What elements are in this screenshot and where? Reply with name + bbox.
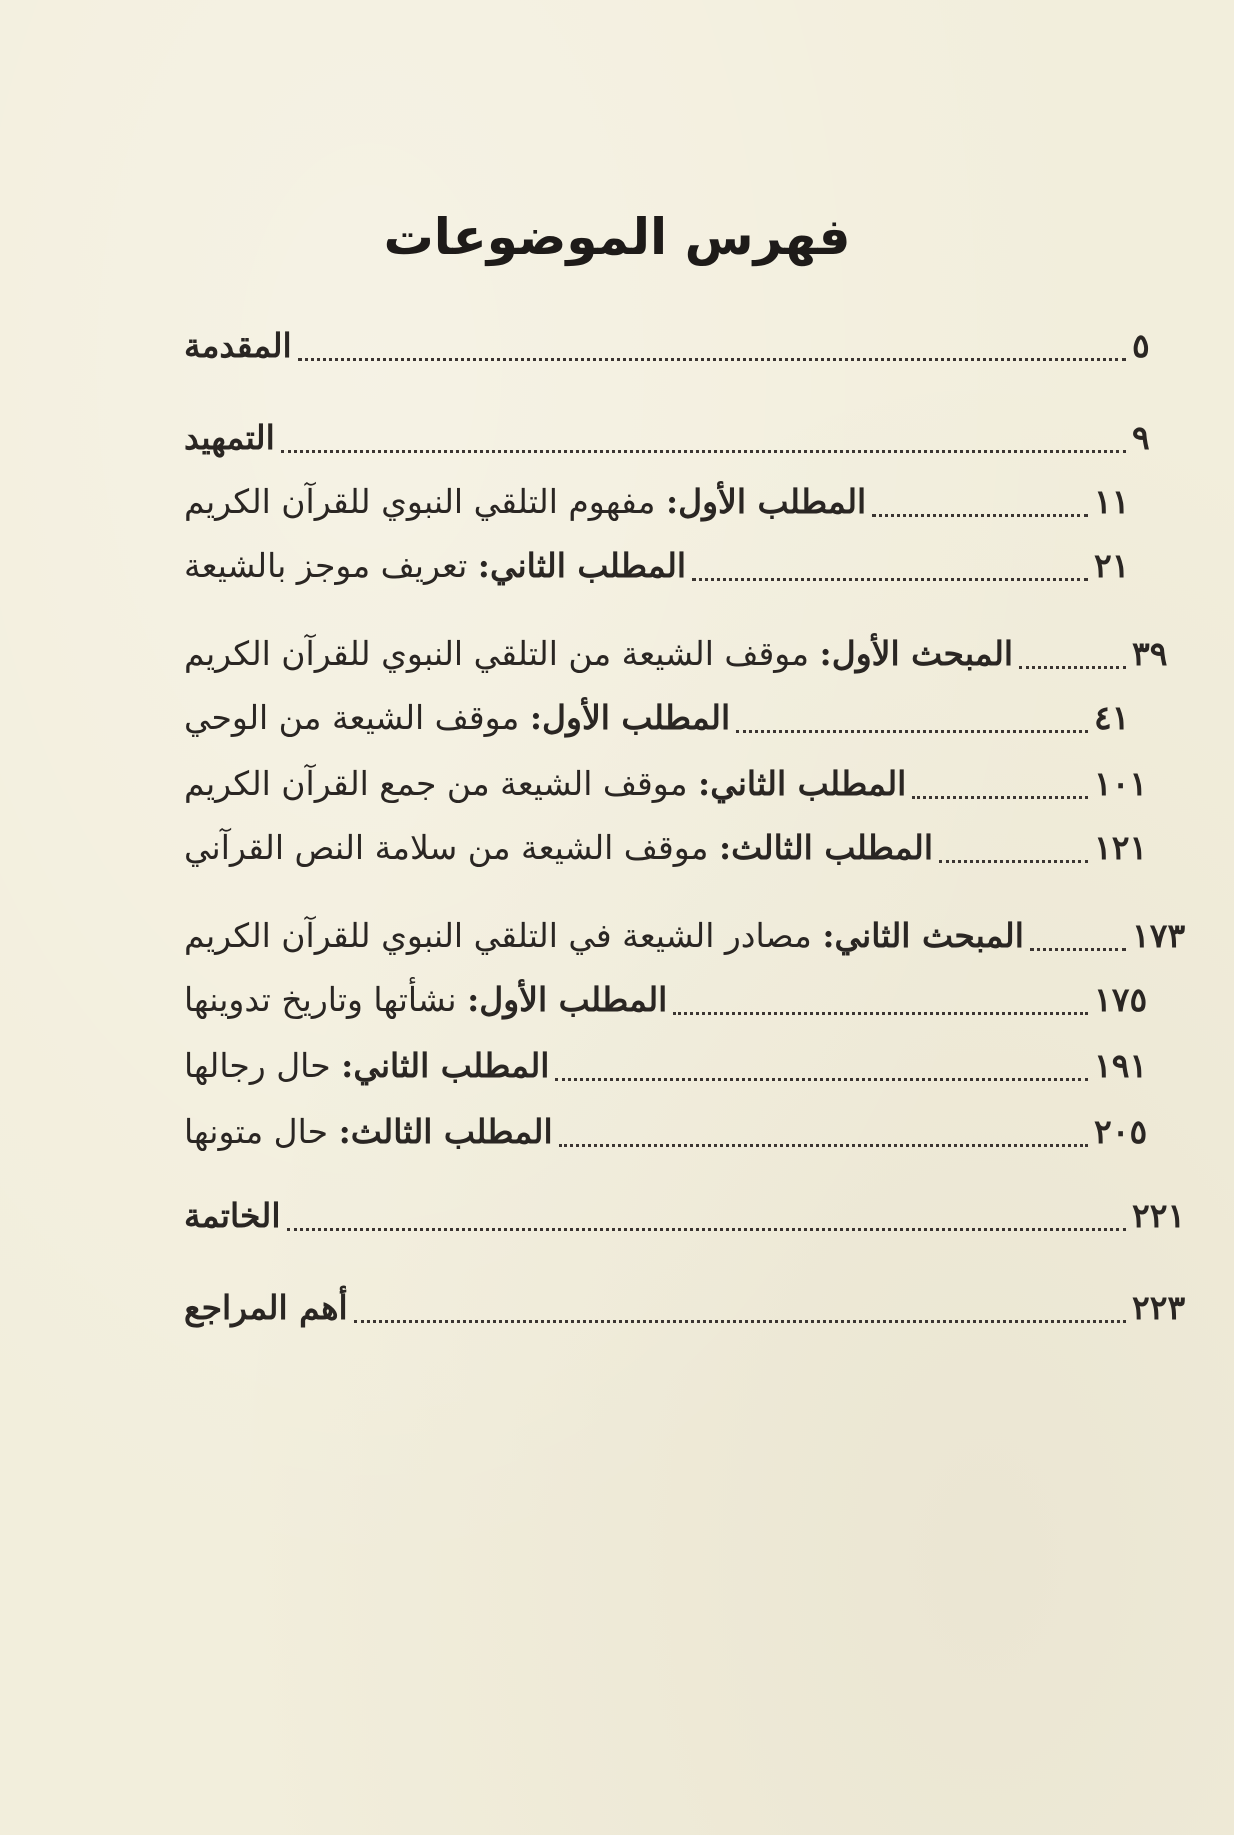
toc-entry-label: أهم المراجع xyxy=(184,1288,348,1327)
toc-page-number: ٢٢١ xyxy=(1132,1196,1186,1235)
toc-entry-section xyxy=(180,690,1154,746)
toc-entry-label: المطلب الأول: مفهوم التلقي النبوي للقرآن الكريم xyxy=(184,482,867,521)
toc-entry-label: المطلب الثاني: موقف الشيعة من جمع القرآن الكريم xyxy=(184,764,907,803)
toc-entry-label: التمهيد xyxy=(184,418,275,457)
toc-entry-references xyxy=(180,1280,1192,1336)
dot-leader xyxy=(872,514,1088,517)
toc-entry-section xyxy=(180,972,1154,1028)
toc-entry-chapter xyxy=(180,908,1192,964)
toc-page-number: ٢٠٥ xyxy=(1094,1112,1148,1151)
toc-page-number: ٩ xyxy=(1132,418,1150,457)
dot-leader xyxy=(555,1078,1088,1081)
dot-leader xyxy=(912,796,1088,799)
toc-entry-label: المطلب الثالث: حال متونها xyxy=(184,1112,553,1151)
toc-entry-section xyxy=(180,756,1154,812)
dot-leader xyxy=(354,1320,1126,1323)
dot-leader xyxy=(287,1228,1126,1231)
toc-entry-section xyxy=(180,474,1154,530)
toc-entry-label: المطلب الأول: موقف الشيعة من الوحي xyxy=(184,698,731,737)
toc-entry-label: المقدمة xyxy=(184,326,292,365)
toc-entry-label: المطلب الثاني: حال رجالها xyxy=(184,1046,550,1085)
toc-page-number: ٢٢٣ xyxy=(1132,1288,1186,1327)
table-of-contents xyxy=(180,0,1192,1835)
dot-leader xyxy=(281,450,1126,453)
toc-page-number: ١١ xyxy=(1094,482,1130,521)
toc-page-number: ١٧٣ xyxy=(1132,916,1186,955)
toc-entry-label: المبحث الثاني: مصادر الشيعة في التلقي النبوي للقرآن الكريم xyxy=(184,916,1024,955)
toc-entry-section xyxy=(180,1038,1154,1094)
toc-entry-section xyxy=(180,820,1154,876)
dot-leader xyxy=(1019,666,1126,669)
toc-page-number: ٣٩ xyxy=(1132,634,1168,673)
dot-leader xyxy=(939,860,1088,863)
dot-leader xyxy=(298,358,1126,361)
dot-leader xyxy=(736,730,1088,733)
toc-entry-section xyxy=(180,538,1154,594)
toc-entry-introduction xyxy=(180,318,1192,374)
page-title: فهرس الموضوعات xyxy=(383,208,851,266)
toc-page-number: ١٩١ xyxy=(1094,1046,1148,1085)
toc-entry-conclusion xyxy=(180,1188,1192,1244)
toc-entry-label: المطلب الثاني: تعريف موجز بالشيعة xyxy=(184,546,687,585)
toc-page-number: ١٢١ xyxy=(1094,828,1148,867)
toc-page-number: ١٧٥ xyxy=(1094,980,1148,1019)
toc-page-number: ١٠١ xyxy=(1094,764,1148,803)
toc-entry-label: المطلب الأول: نشأتها وتاريخ تدوينها xyxy=(184,980,668,1019)
dot-leader xyxy=(692,578,1088,581)
toc-entry-section xyxy=(180,1104,1154,1160)
toc-page-number: ٥ xyxy=(1132,326,1150,365)
toc-entry-label: المبحث الأول: موقف الشيعة من التلقي النبوي للقرآن الكريم xyxy=(184,634,1014,673)
toc-page-number: ٤١ xyxy=(1094,698,1130,737)
dot-leader xyxy=(673,1012,1088,1015)
toc-entry-label: الخاتمة xyxy=(184,1196,281,1235)
toc-entry-preface xyxy=(180,410,1192,466)
toc-entry-label: المطلب الثالث: موقف الشيعة من سلامة النص القرآني xyxy=(184,828,934,867)
toc-page-number: ٢١ xyxy=(1094,546,1130,585)
toc-entry-chapter xyxy=(180,626,1192,682)
dot-leader xyxy=(559,1144,1088,1147)
dot-leader xyxy=(1030,948,1126,951)
